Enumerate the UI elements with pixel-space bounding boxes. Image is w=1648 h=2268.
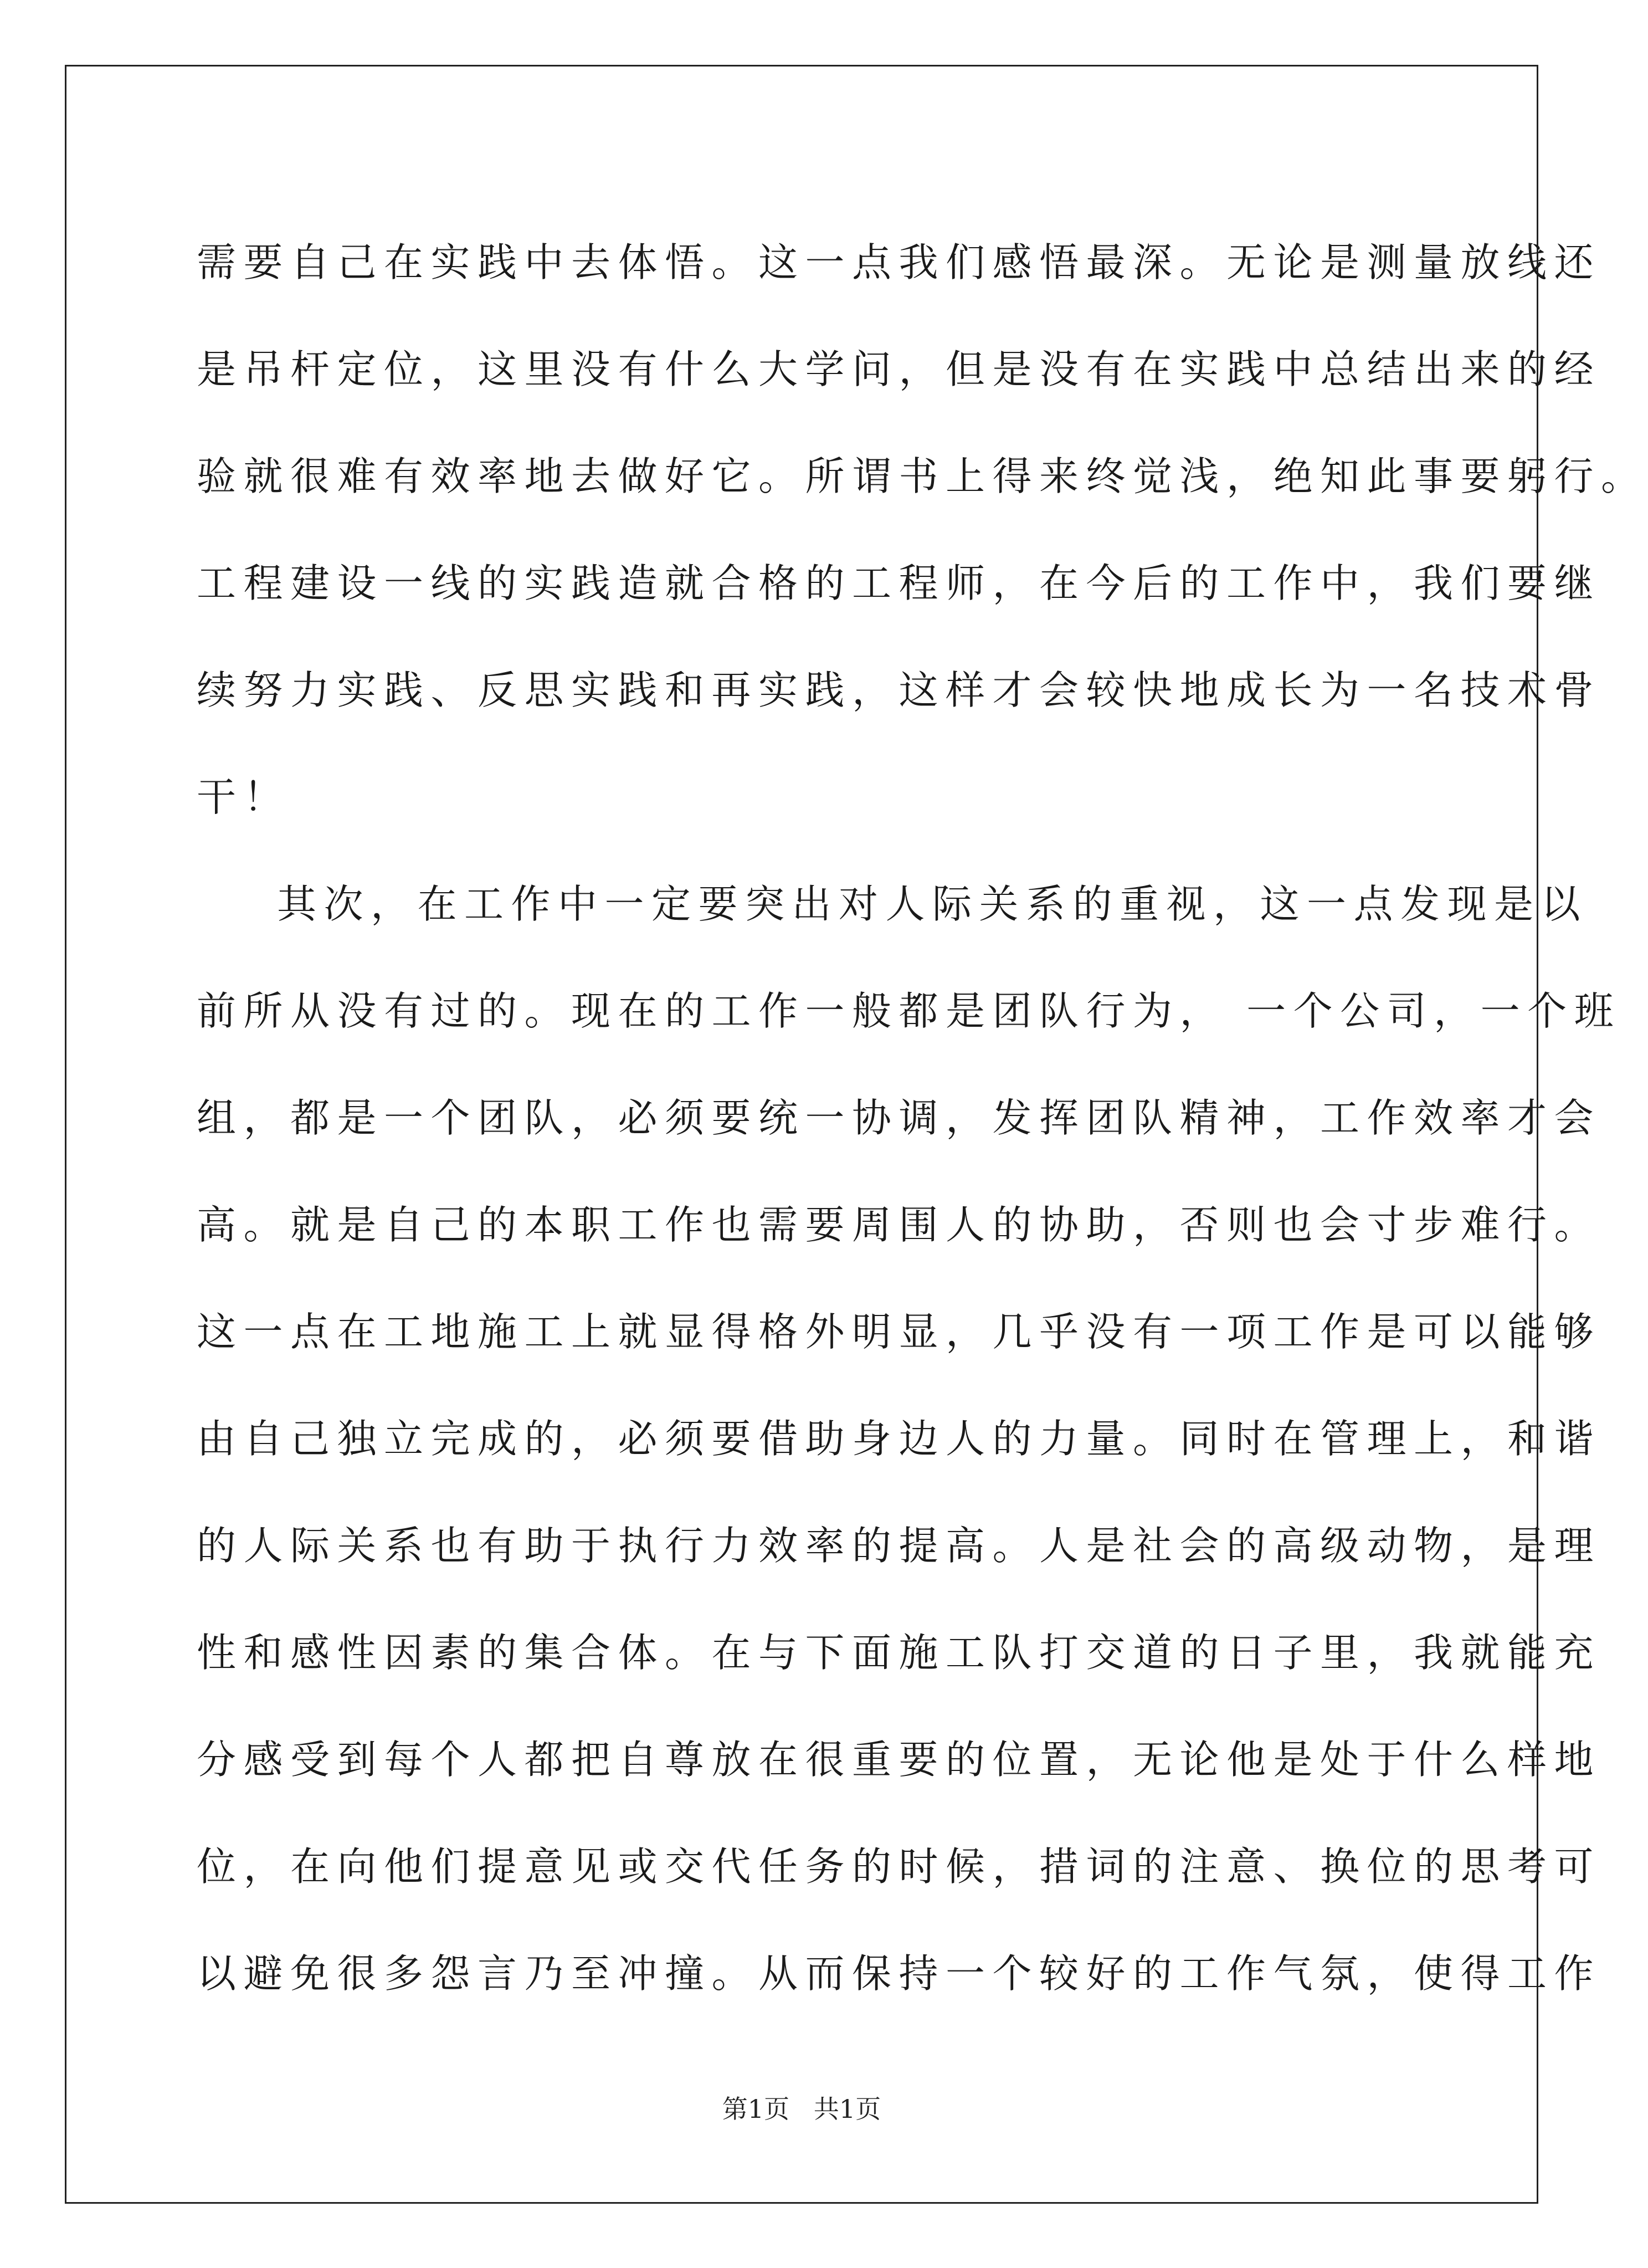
text-line: 组，都是一个团队，必须要统一协调，发挥团队精神，工作效率才会 bbox=[197, 1095, 1601, 1141]
text-line: 分感受到每个人都把自尊放在很重要的位置，无论他是处于什么样地 bbox=[197, 1737, 1601, 1783]
text-line: 工程建设一线的实践造就合格的工程师，在今后的工作中，我们要继 bbox=[197, 560, 1601, 606]
text-line: 干！ bbox=[197, 774, 291, 820]
text-line: 前所从没有过的。现在的工作一般都是团队行为， 一个公司，一个班 bbox=[197, 988, 1621, 1034]
text-line: 由自己独立完成的，必须要借助身边人的力量。同时在管理上，和谐 bbox=[197, 1416, 1601, 1462]
text-line: 以避免很多怨言乃至冲撞。从而保持一个较好的工作气氛，使得工作 bbox=[197, 1950, 1601, 1996]
text-line: 验就很难有效率地去做好它。所谓书上得来终觉浅，绝知此事要躬行。 bbox=[197, 453, 1648, 499]
text-line: 的人际关系也有助于执行力效率的提高。人是社会的高级动物，是理 bbox=[197, 1523, 1601, 1569]
text-line: 位，在向他们提意见或交代任务的时候，措词的注意、换位的思考可 bbox=[197, 1844, 1601, 1890]
page-number-footer: 第1页 共1页 bbox=[722, 2094, 881, 2124]
text-line: 高。就是自己的本职工作也需要周围人的协助，否则也会寸步难行。 bbox=[197, 1202, 1601, 1248]
document-body bbox=[197, 209, 1648, 2027]
text-line: 这一点在工地施工上就显得格外明显，几乎没有一项工作是可以能够 bbox=[197, 1309, 1601, 1355]
text-line: 需要自己在实践中去体悟。这一点我们感悟最深。无论是测量放线还 bbox=[197, 239, 1601, 285]
paragraph-first-line: 其次，在工作中一定要突出对人际关系的重视，这一点发现是以 bbox=[277, 881, 1588, 927]
text-line: 性和感性因素的集合体。在与下面施工队打交道的日子里，我就能充 bbox=[197, 1630, 1601, 1676]
text-line: 续努力实践、反思实践和再实践，这样才会较快地成长为一名技术骨 bbox=[197, 667, 1601, 713]
text-line: 是吊杆定位，这里没有什么大学问，但是没有在实践中总结出来的经 bbox=[197, 346, 1601, 392]
